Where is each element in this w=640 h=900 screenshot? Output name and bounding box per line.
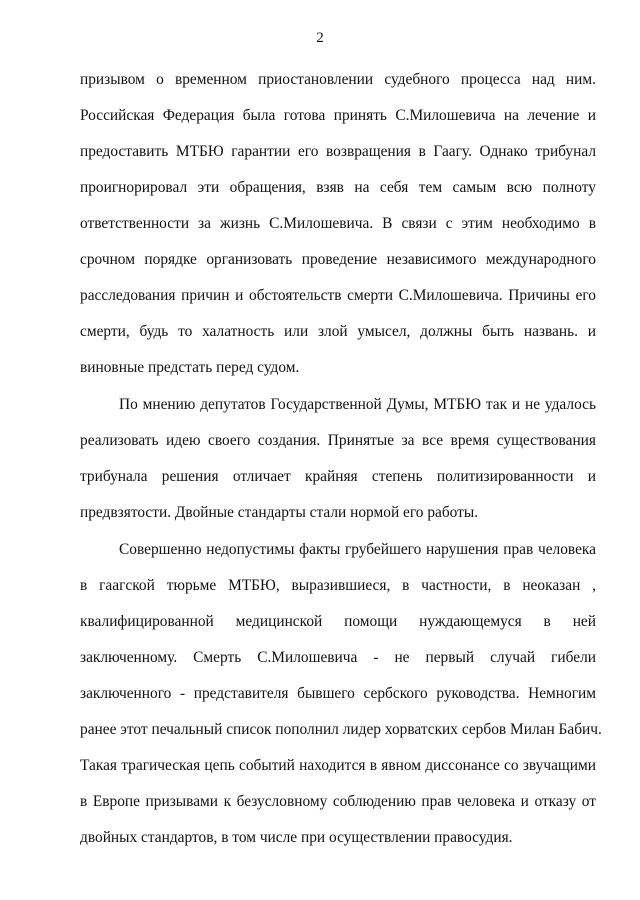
paragraph-3-line-4: заключенному. Смерть С.Милошевича - не первый случай гибели — [80, 649, 596, 666]
paragraph-2-line-1: По мнению депутатов Государственной Думы, МТБЮ так и не удалось — [119, 396, 596, 413]
paragraph-3-line-5: заключенного - представителя бывшего сербского руководства. Немногим — [80, 685, 596, 702]
paragraph-1-line-1: призывом о временном приостановлении судебного процесса над ним. — [80, 71, 596, 88]
paragraph-1-line-8: смерти, будь то халатность или злой умысел, должны быть названь. и — [80, 323, 596, 340]
paragraph-3-line-2: в гаагской тюрьме МТБЮ, выразившиеся, в частности, в неоказан , — [80, 577, 596, 594]
paragraph-1-line-6: срочном порядке организовать проведение независимого международного — [80, 251, 596, 268]
paragraph-3-line-8: в Европе призывами к безусловному соблюдению прав человека и отказу от — [80, 793, 596, 810]
paragraph-1-line-3: предоставить МТБЮ гарантии его возвращения в Гаагу. Однако трибунал — [80, 143, 596, 160]
paragraph-3-line-1: Совершенно недопустимы факты грубейшего нарушения прав человека — [119, 541, 596, 558]
paragraph-1-line-7: расследования причин и обстоятельств смерти С.Милошевича. Причины его — [80, 287, 596, 304]
paragraph-1-line-2: Российская Федерация была готова принять С.Милошевича на лечение и — [80, 107, 596, 124]
paragraph-1-line-4: проигнорировал эти обращения, взяв на себя тем самым всю полноту — [80, 179, 596, 196]
paragraph-1-line-9: виновные предстать перед судом. — [80, 359, 300, 376]
page-number: 2 — [316, 30, 324, 46]
paragraph-2-line-2: реализовать идею своего создания. Принятые за все время существования — [80, 432, 596, 449]
paragraph-2-line-3: трибунала решения отличает крайняя степень политизированности и — [80, 468, 596, 485]
paragraph-3-line-7: Такая трагическая цепь событий находится в явном диссонансе со звучащими — [80, 757, 596, 774]
paragraph-2-line-4: предвзятости. Двойные стандарты стали нормой его работы. — [80, 504, 479, 521]
paragraph-1-line-5: ответственности за жизнь С.Милошевича. В связи с этим необходимо в — [80, 215, 596, 232]
paragraph-3-line-9: двойных стандартов, в том числе при осуществлении правосудия. — [80, 829, 513, 846]
paragraph-3-line-6: ранее этот печальный список пополнил лидер хорватских сербов Милан Бабич. — [80, 721, 602, 738]
paragraph-3-line-3: квалифицированной медицинской помощи нуждающемуся в ней — [80, 613, 596, 630]
